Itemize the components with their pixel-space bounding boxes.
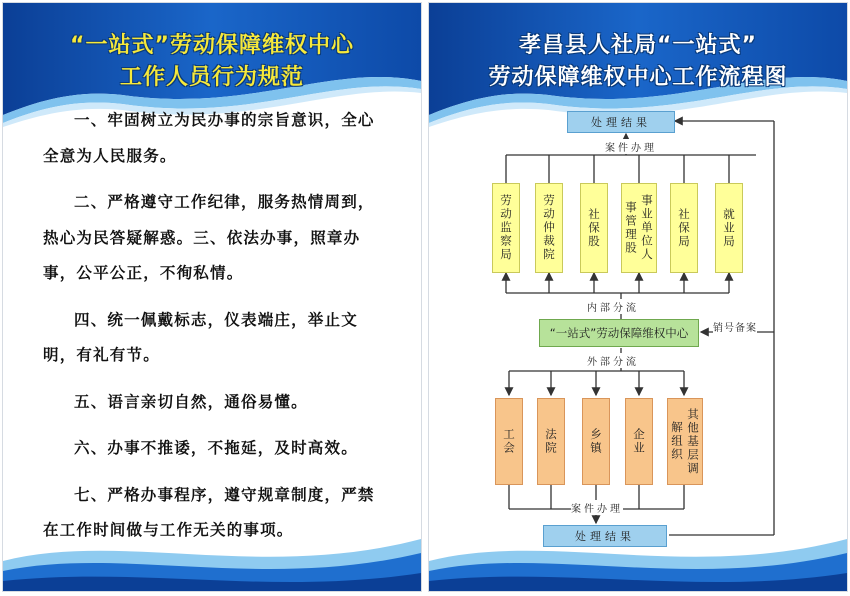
page-title-line1: “一站式”劳动保障维权中心	[70, 33, 354, 58]
flowchart-title-line1: 孝昌县人社局“一站式”	[519, 33, 757, 58]
result-box-bottom: 处理结果	[543, 525, 667, 547]
unit-employment-bureau: 就业局	[715, 183, 743, 273]
rules-list	[43, 103, 388, 560]
page-title-line2: 工作人员行为规范	[119, 65, 304, 90]
unit-social-security-bureau: 社保局	[670, 183, 698, 273]
internal-distribution-label: 内部分流	[587, 299, 639, 314]
rule-item: 一、牢固树立为民办事的宗旨意识，全心全意为人民服务。	[43, 111, 375, 165]
rule-item: 六、办事不推诿，不拖延，及时高效。	[74, 439, 358, 457]
unit-enterprise: 企业	[625, 398, 653, 485]
unit-social-security-section: 社保股	[580, 183, 608, 273]
external-distribution-label: 外部分流	[587, 353, 639, 368]
center-box: “一站式”劳动保障维权中心	[539, 319, 699, 347]
unit-public-institution-hr: 事业单位人事管理股	[621, 183, 657, 273]
cancel-record-label: 销号备案	[713, 319, 757, 334]
flowchart-connectors	[429, 3, 848, 592]
rule-item: 二、严格遵守工作纪律，服务热情周到，热心为民答疑解惑。三、依法办事，照章办事，公平公正，不徇私情。	[43, 193, 375, 282]
unit-court: 法院	[537, 398, 565, 485]
unit-labor-arbitration: 劳动仲裁院	[535, 183, 563, 273]
result-box-top: 处理结果	[567, 111, 675, 133]
unit-other-mediation: 其他基层调解组织	[667, 398, 703, 485]
unit-trade-union: 工会	[495, 398, 523, 485]
case-handling-label-bottom: 案件办理	[571, 500, 623, 515]
rule-item: 七、严格办事程序，遵守规章制度，严禁在工作时间做与工作无关的事项。	[43, 485, 375, 539]
right-panel	[428, 2, 848, 592]
left-panel	[2, 2, 422, 592]
unit-township: 乡镇	[582, 398, 610, 485]
flowchart-title-line2: 劳动保障维权中心工作流程图	[488, 65, 788, 90]
case-handling-label-top: 案件办理	[605, 139, 657, 154]
rule-item: 四、统一佩戴标志，仪表端庄，举止文明，有礼有节。	[43, 310, 358, 364]
footer-wave	[3, 521, 421, 591]
rule-item: 五、语言亲切自然，通俗易懂。	[74, 392, 308, 411]
unit-labor-inspection: 劳动监察局	[492, 183, 520, 273]
